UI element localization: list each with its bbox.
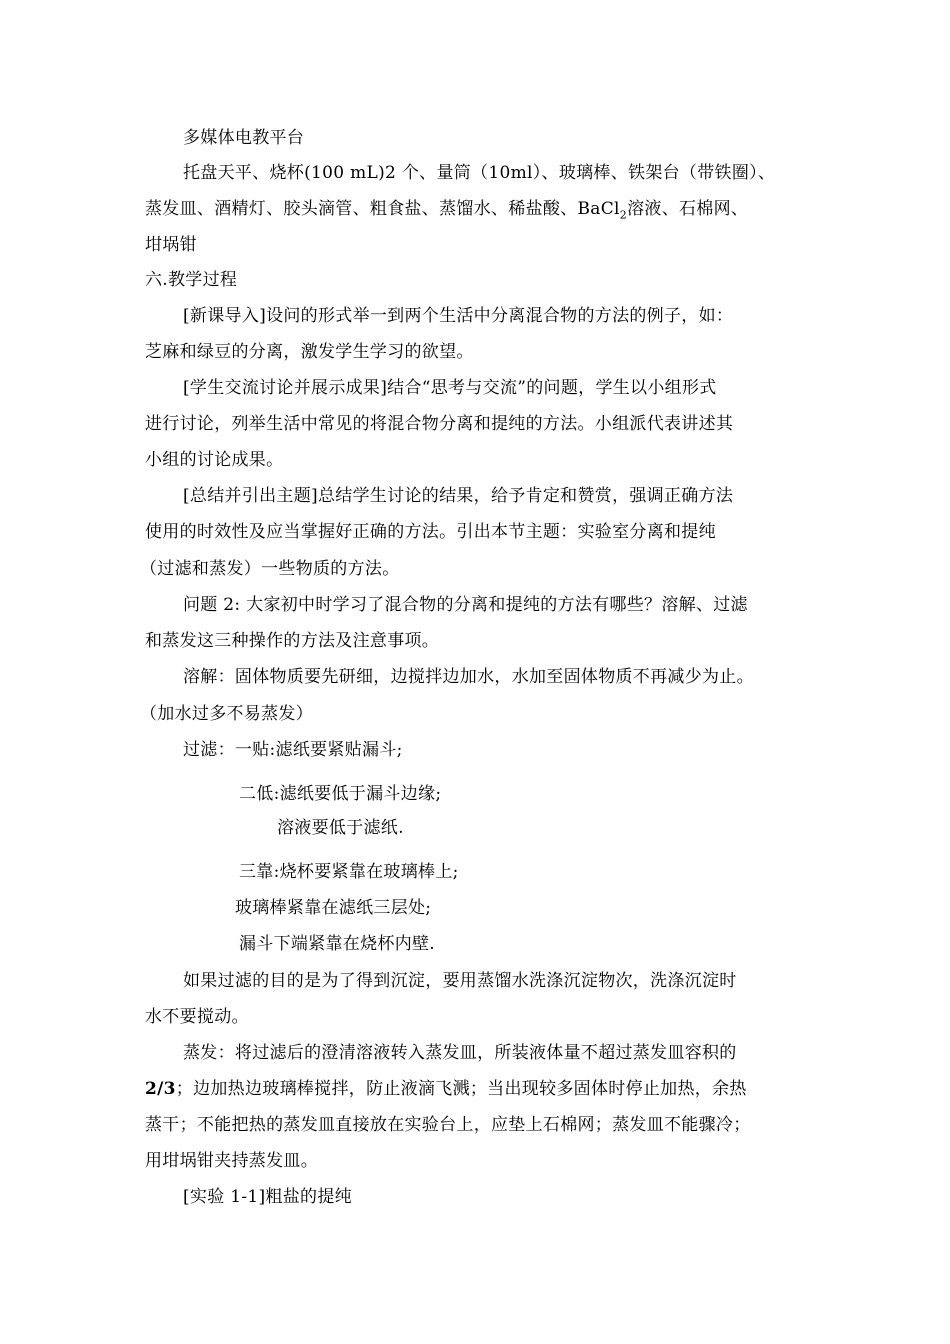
text-line: 如果过滤的目的是为了得到沉淀，要用蒸馏水洗涤沉淀物次，洗涤沉淀时 — [183, 971, 737, 991]
text-line: 坩埚钳 — [145, 235, 197, 255]
text-line: 问题 2: 大家初中时学习了混合物的分离和提纯的方法有哪些？溶解、过滤 — [183, 595, 748, 615]
text-segment: 溶液、石棉网、 — [627, 199, 749, 219]
text-line: [实验 1-1]粗盐的提纯 — [183, 1187, 352, 1207]
text-line: 过滤：一贴:滤纸要紧贴漏斗; — [183, 740, 403, 760]
text-line: 进行讨论，列举生活中常见的将混合物分离和提纯的方法。小组派代表讲述其 — [145, 414, 734, 434]
text-line — [145, 198, 748, 220]
text-line: [新课导入]设问的形式举一到两个生活中分离混合物的方法的例子，如： — [183, 306, 734, 326]
text-line: 二低:滤纸要低于漏斗边缘; — [239, 784, 442, 804]
text-line: 溶解：固体物质要先研细，边搅拌边加水，水加至固体物质不再减少为止。 — [183, 667, 754, 687]
text-line: 使用的时效性及应当掌握好正确的方法。引出本节主题：实验室分离和提纯 — [145, 522, 716, 542]
text-line: （过滤和蒸发）一些物质的方法。 — [140, 559, 400, 579]
text-line: [学生交流讨论并展示成果]结合“思考与交流”的问题，学生以小组形式 — [183, 378, 717, 398]
text-line: 蒸干；不能把热的蒸发皿直接放在实验台上，应垫上石棉网；蒸发皿不能骤冷； — [145, 1115, 751, 1135]
text-line: 漏斗下端紧靠在烧杯内壁. — [239, 934, 436, 954]
text-line: 水不要搅动。 — [145, 1007, 249, 1027]
section-heading: 六.教学过程 — [145, 270, 238, 290]
text-line — [145, 1078, 747, 1100]
text-line: 玻璃棒紧靠在滤纸三层处; — [235, 898, 432, 918]
text-line: 用坩埚钳夹持蒸发皿。 — [145, 1151, 318, 1171]
text-segment: ；边加热边玻璃棒搅拌，防止液滴飞溅；当出现较多固体时停止加热，余热 — [175, 1079, 747, 1099]
text-segment: 蒸发皿、酒精灯、胶头滴管、粗食盐、蒸馏水、稀盐酸、 — [145, 199, 578, 219]
text-line: （加水过多不易蒸发） — [140, 704, 313, 724]
text-line: 芝麻和绿豆的分离，激发学生学习的欲望。 — [145, 342, 474, 362]
chem-formula: BaCl — [577, 199, 620, 219]
text-line: 托盘天平、烧杯(100 mL)2 个、量筒（10ml）、玻璃棒、铁架台（带铁圈）、 — [183, 163, 776, 183]
text-line: 小组的讨论成果。 — [145, 450, 284, 470]
chem-subscript: 2 — [619, 208, 628, 222]
text-line: [总结并引出主题]总结学生讨论的结果，给予肯定和赞赏，强调正确方法 — [183, 486, 734, 506]
text-line: 蒸发：将过滤后的澄清溶液转入蒸发皿，所装液体量不超过蒸发皿容积的 — [183, 1043, 737, 1063]
text-line: 溶液要低于滤纸. — [277, 818, 404, 838]
bold-fraction: 2/3 — [145, 1079, 176, 1099]
text-line: 三靠:烧杯要紧靠在玻璃棒上; — [239, 862, 459, 882]
text-line: 和蒸发这三种操作的方法及注意事项。 — [145, 631, 440, 651]
text-line: 多媒体电教平台 — [183, 128, 305, 148]
